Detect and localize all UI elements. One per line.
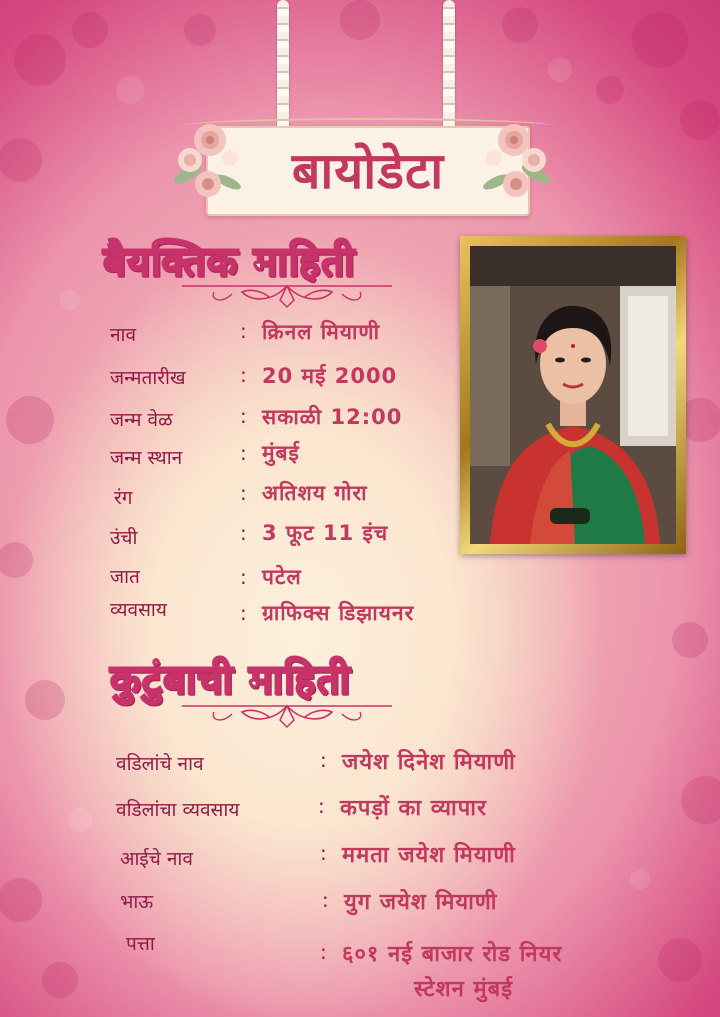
row-value: सकाळी 12:00 — [262, 405, 403, 429]
address-line-1: ६०१ नई बाजार रोड नियर — [342, 942, 563, 967]
row-colon: : — [240, 565, 247, 589]
row-value: क्रिनल मियाणी — [262, 320, 381, 344]
row-label: जन्म वेळ — [110, 409, 173, 431]
family-info-heading: कुटुंबाची माहिती — [110, 657, 351, 703]
row-colon: : — [322, 888, 329, 912]
row-label: वडिलांचा व्यवसाय — [116, 799, 240, 821]
profile-photo — [470, 246, 676, 544]
row-value: कपड़ों का व्यापार — [340, 796, 487, 821]
row-label: जन्मतारीख — [110, 367, 186, 389]
row-colon: : — [318, 794, 325, 818]
row-colon: : — [240, 521, 247, 545]
ornament-swirl-icon — [172, 700, 402, 730]
row-label: पत्ता — [126, 933, 155, 955]
row-colon: : — [240, 319, 247, 343]
page-title: बायोडेटा — [291, 142, 445, 200]
row-colon: : — [320, 841, 327, 865]
row-label: रंग — [114, 487, 133, 509]
row-label: नाव — [110, 324, 137, 346]
row-colon: : — [240, 404, 247, 428]
row-colon: : — [320, 748, 327, 772]
row-value: युग जयेश मियाणी — [344, 890, 498, 915]
row-value: जयेश दिनेश मियाणी — [342, 750, 516, 775]
row-colon: : — [320, 940, 327, 964]
row-label: व्यवसाय — [110, 599, 167, 621]
row-colon: : — [240, 441, 247, 465]
personal-info-heading: बैयक्तिक माहिती — [103, 239, 356, 285]
hanging-rope-left — [277, 0, 289, 132]
row-label: जात — [110, 566, 140, 588]
row-colon: : — [240, 481, 247, 505]
row-value: पटेल — [262, 565, 302, 589]
row-value: 3 फूट 11 इंच — [262, 521, 389, 545]
row-label: भाऊ — [120, 891, 154, 913]
profile-photo-frame — [460, 236, 686, 554]
row-label: वडिलांचे नाव — [116, 753, 204, 775]
row-value: मुंबई — [262, 441, 300, 465]
row-value: 20 मई 2000 — [262, 364, 398, 388]
address-line-2: स्टेशन मुंबई — [414, 977, 513, 1002]
ornament-swirl-icon — [172, 280, 402, 310]
row-label: आईचे नाव — [120, 848, 193, 870]
row-value: अतिशय गोरा — [262, 481, 368, 505]
row-label: जन्म स्थान — [110, 447, 183, 469]
flower-cluster-icon — [168, 112, 248, 208]
flower-cluster-icon — [476, 112, 556, 208]
hanging-rope-right — [443, 0, 455, 132]
row-value: ममता जयेश मियाणी — [342, 843, 516, 868]
row-colon: : — [240, 601, 247, 625]
row-colon: : — [240, 363, 247, 387]
row-value: ग्राफिक्स डिझायनर — [262, 601, 415, 625]
row-label: उंची — [110, 527, 138, 549]
